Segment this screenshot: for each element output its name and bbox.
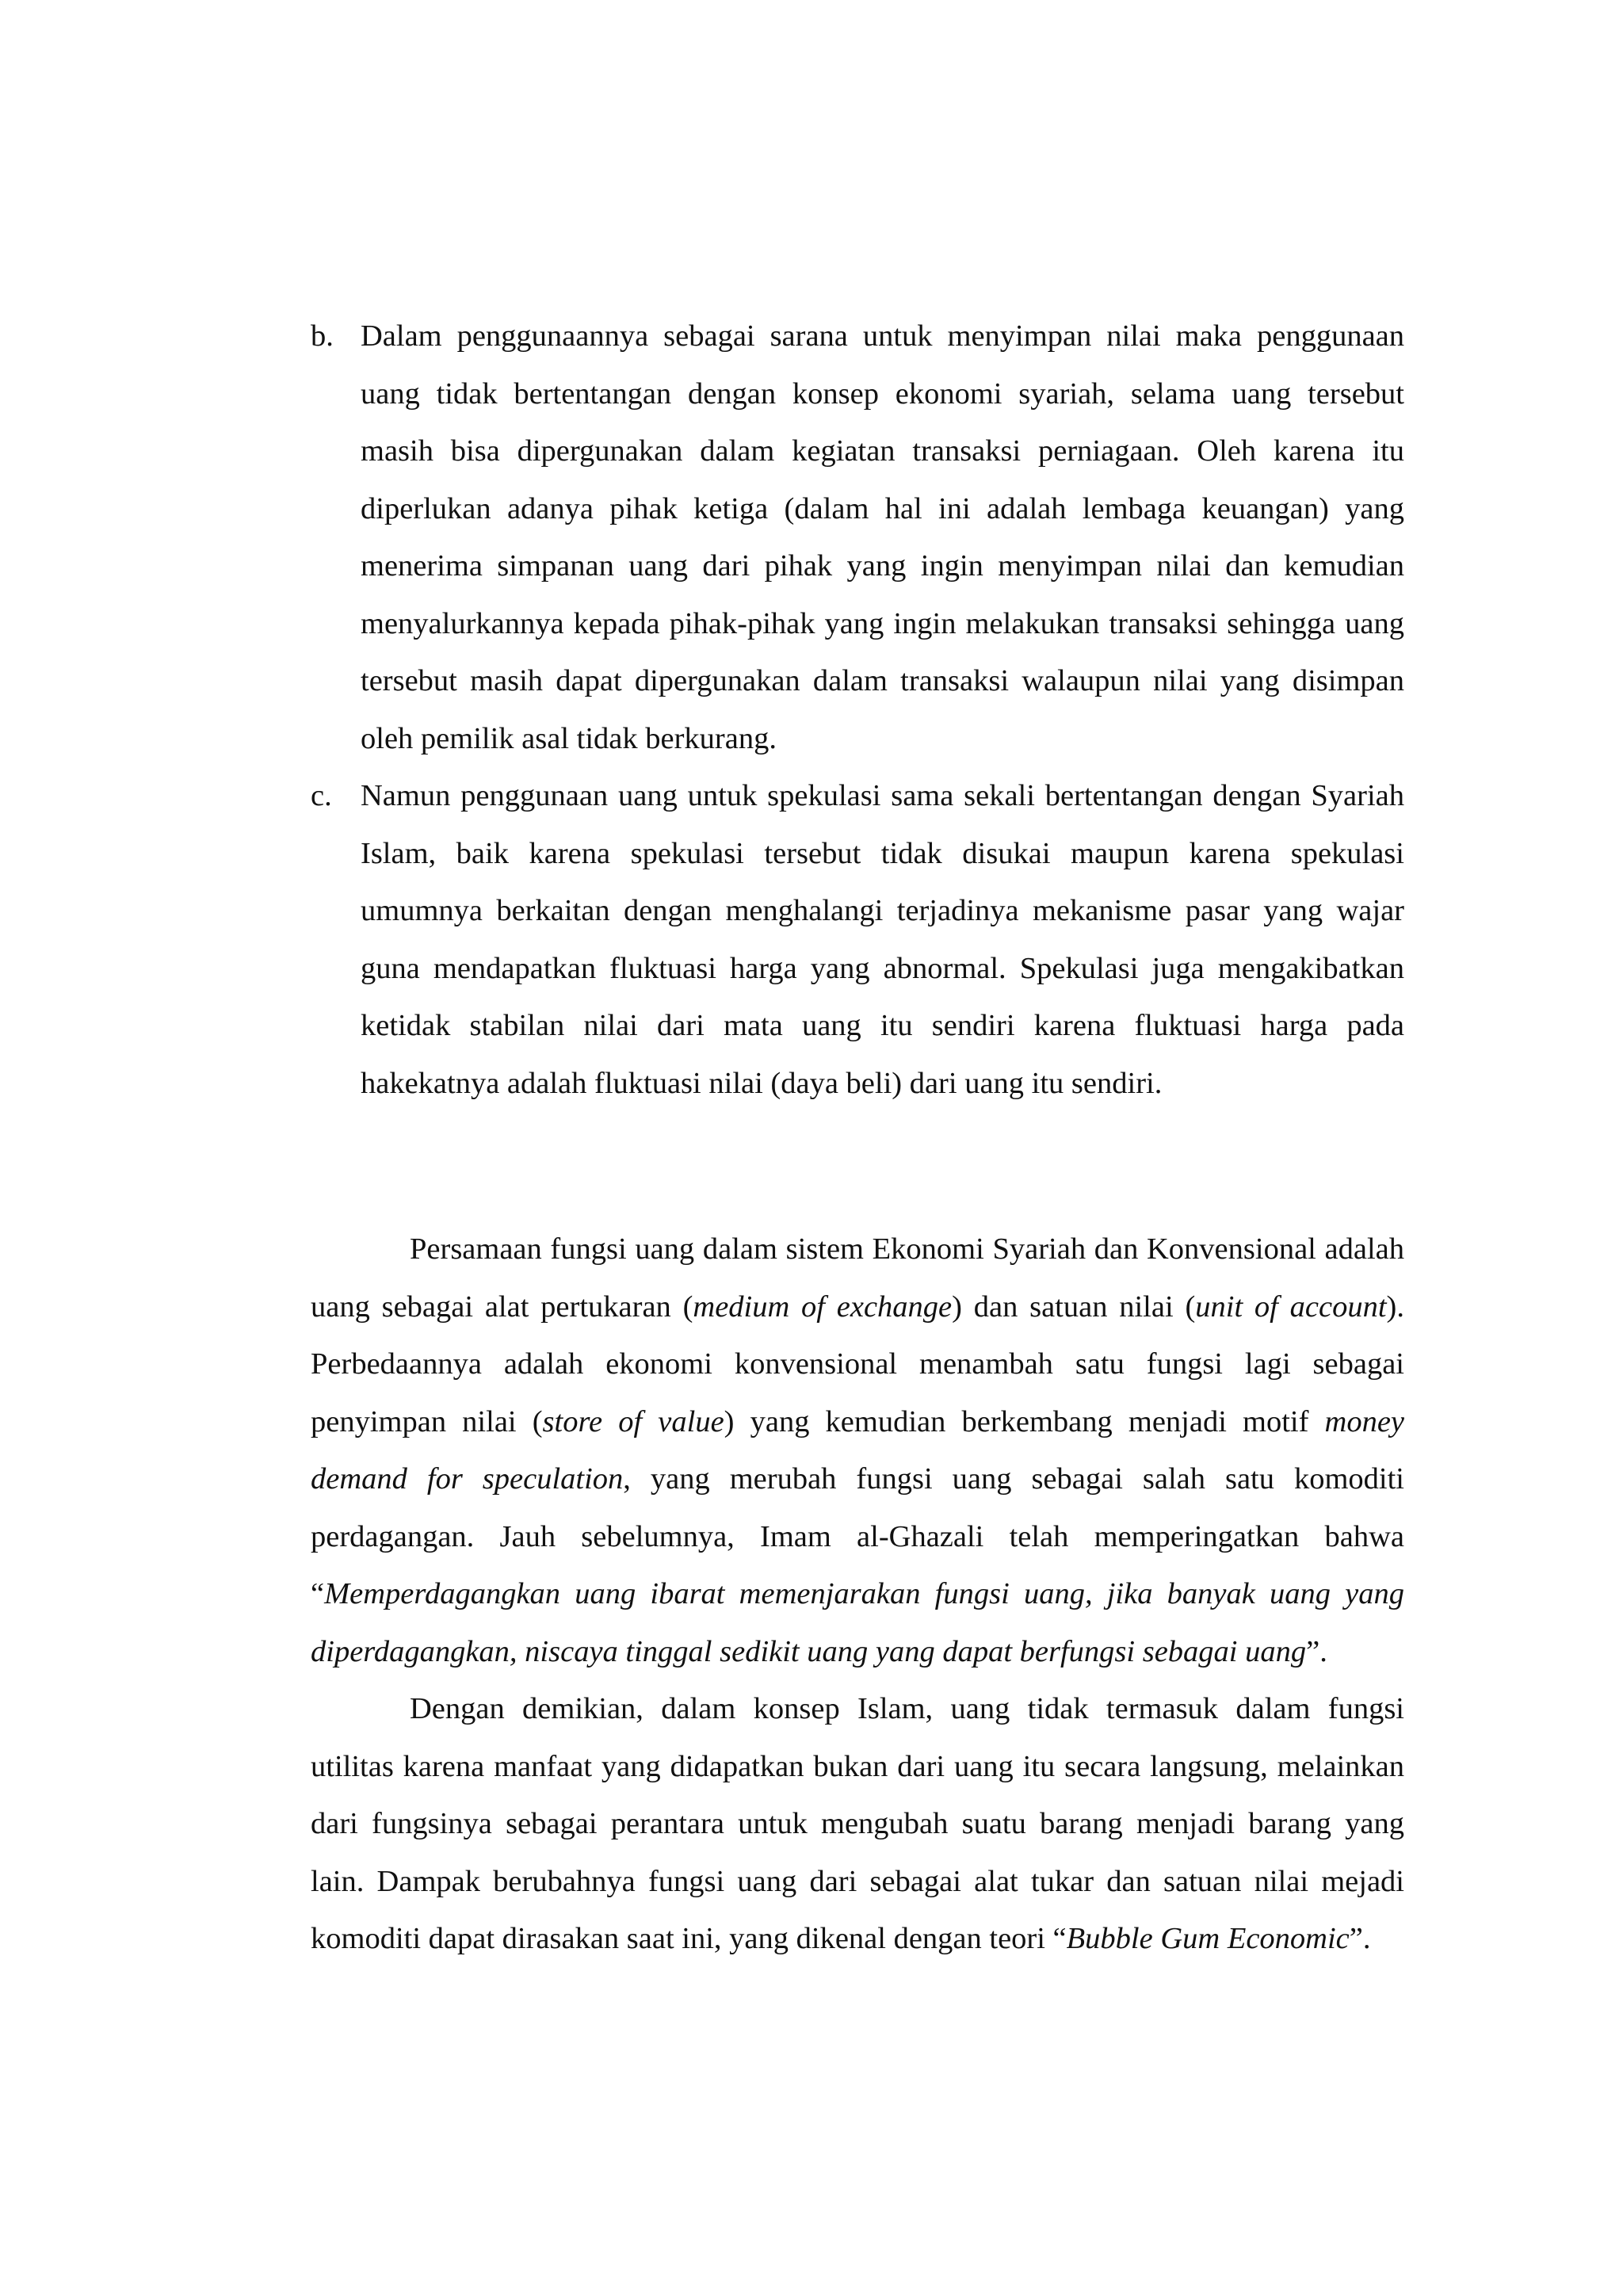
list-item-text: Namun penggunaan uang untuk spekulasi sama sekali bertentangan dengan Syariah Islam, baik karena spekulasi tersebut tidak disukai maupun karena spekulasi umumnya berkaitan dengan menghalangi terjadinya mekanisme pasar yang wajar guna mendapatkan fluktuasi harga yang abnormal. Spekulasi juga mengakibatkan ketidak stabilan nilai dari mata uang itu sendiri karena fluktuasi harga pada hakekatnya adalah fluktuasi nilai (daya beli) dari uang itu sendiri. bbox=[361, 779, 1404, 1100]
text-run: ”. bbox=[1306, 1634, 1327, 1668]
list-marker: b. bbox=[311, 319, 334, 353]
italic-term: money demand for speculation bbox=[311, 1404, 1405, 1496]
document-page bbox=[311, 308, 1404, 1968]
italic-term: unit of account bbox=[1195, 1289, 1387, 1324]
italic-term: Bubble Gum Economic bbox=[1066, 1922, 1350, 1955]
italic-quote: Memperdagangkan uang ibarat memenjarakan fungsi uang, jika banyak uang yang diperdagangkan, niscaya tinggal sedikit uang yang dapat berfungsi sebagai uang bbox=[311, 1577, 1404, 1668]
text-run: Dengan demikian, dalam konsep Islam, uang tidak termasuk dalam fungsi utilitas karena manfaat yang didapatkan bukan dari uang itu secara langsung, melainkan dari fungsinya sebagai perantara untuk mengubah suatu barang menjadi barang yang lain. Dampak berubahnya fungsi uang dari sebagai alat tukar dan satuan nilai mejadi komoditi dapat dirasakan saat ini, yang dikenal dengan teori “ bbox=[311, 1692, 1404, 1955]
paragraph-fungsi-uang bbox=[311, 1221, 1404, 1680]
section-spacer bbox=[311, 1112, 1404, 1221]
list-item-b bbox=[311, 308, 1404, 767]
text-run: Persamaan fungsi uang dalam sistem Ekonomi Syariah dan Konvensional adalah uang sebagai alat pertukaran ( bbox=[311, 1232, 1404, 1324]
text-run: ) dan satuan nilai ( bbox=[952, 1289, 1196, 1324]
text-run: , yang merubah fungsi uang sebagai salah satu komoditi perdagangan. Jauh sebelumnya, Imam al-Ghazali telah memperingatkan bahwa “ bbox=[311, 1462, 1404, 1610]
text-run: ”. bbox=[1349, 1922, 1371, 1955]
list-item-c bbox=[311, 767, 1404, 1112]
list-marker: c. bbox=[311, 779, 332, 812]
italic-term: medium of exchange bbox=[693, 1289, 953, 1324]
italic-term: store of value bbox=[542, 1404, 724, 1438]
paragraph-konsep-islam bbox=[311, 1680, 1404, 1968]
list-item-text: Dalam penggunaannya sebagai sarana untuk menyimpan nilai maka penggunaan uang tidak bertentangan dengan konsep ekonomi syariah, selama uang tersebut masih bisa dipergunakan dalam kegiatan transaksi perniagaan. Oleh karena itu diperlukan adanya pihak ketiga (dalam hal ini adalah lembaga keuangan) yang menerima simpanan uang dari pihak yang ingin menyimpan nilai dan kemudian menyalurkannya kepada pihak-pihak yang ingin melakukan transaksi sehingga uang tersebut masih dapat dipergunakan dalam transaksi walaupun nilai yang disimpan oleh pemilik asal tidak berkurang. bbox=[361, 319, 1404, 755]
text-run: ) yang kemudian berkembang menjadi motif bbox=[724, 1404, 1325, 1438]
text-run: ). Perbedaannya adalah ekonomi konvensional menambah satu fungsi lagi sebagai penyimpan nilai ( bbox=[311, 1289, 1404, 1438]
